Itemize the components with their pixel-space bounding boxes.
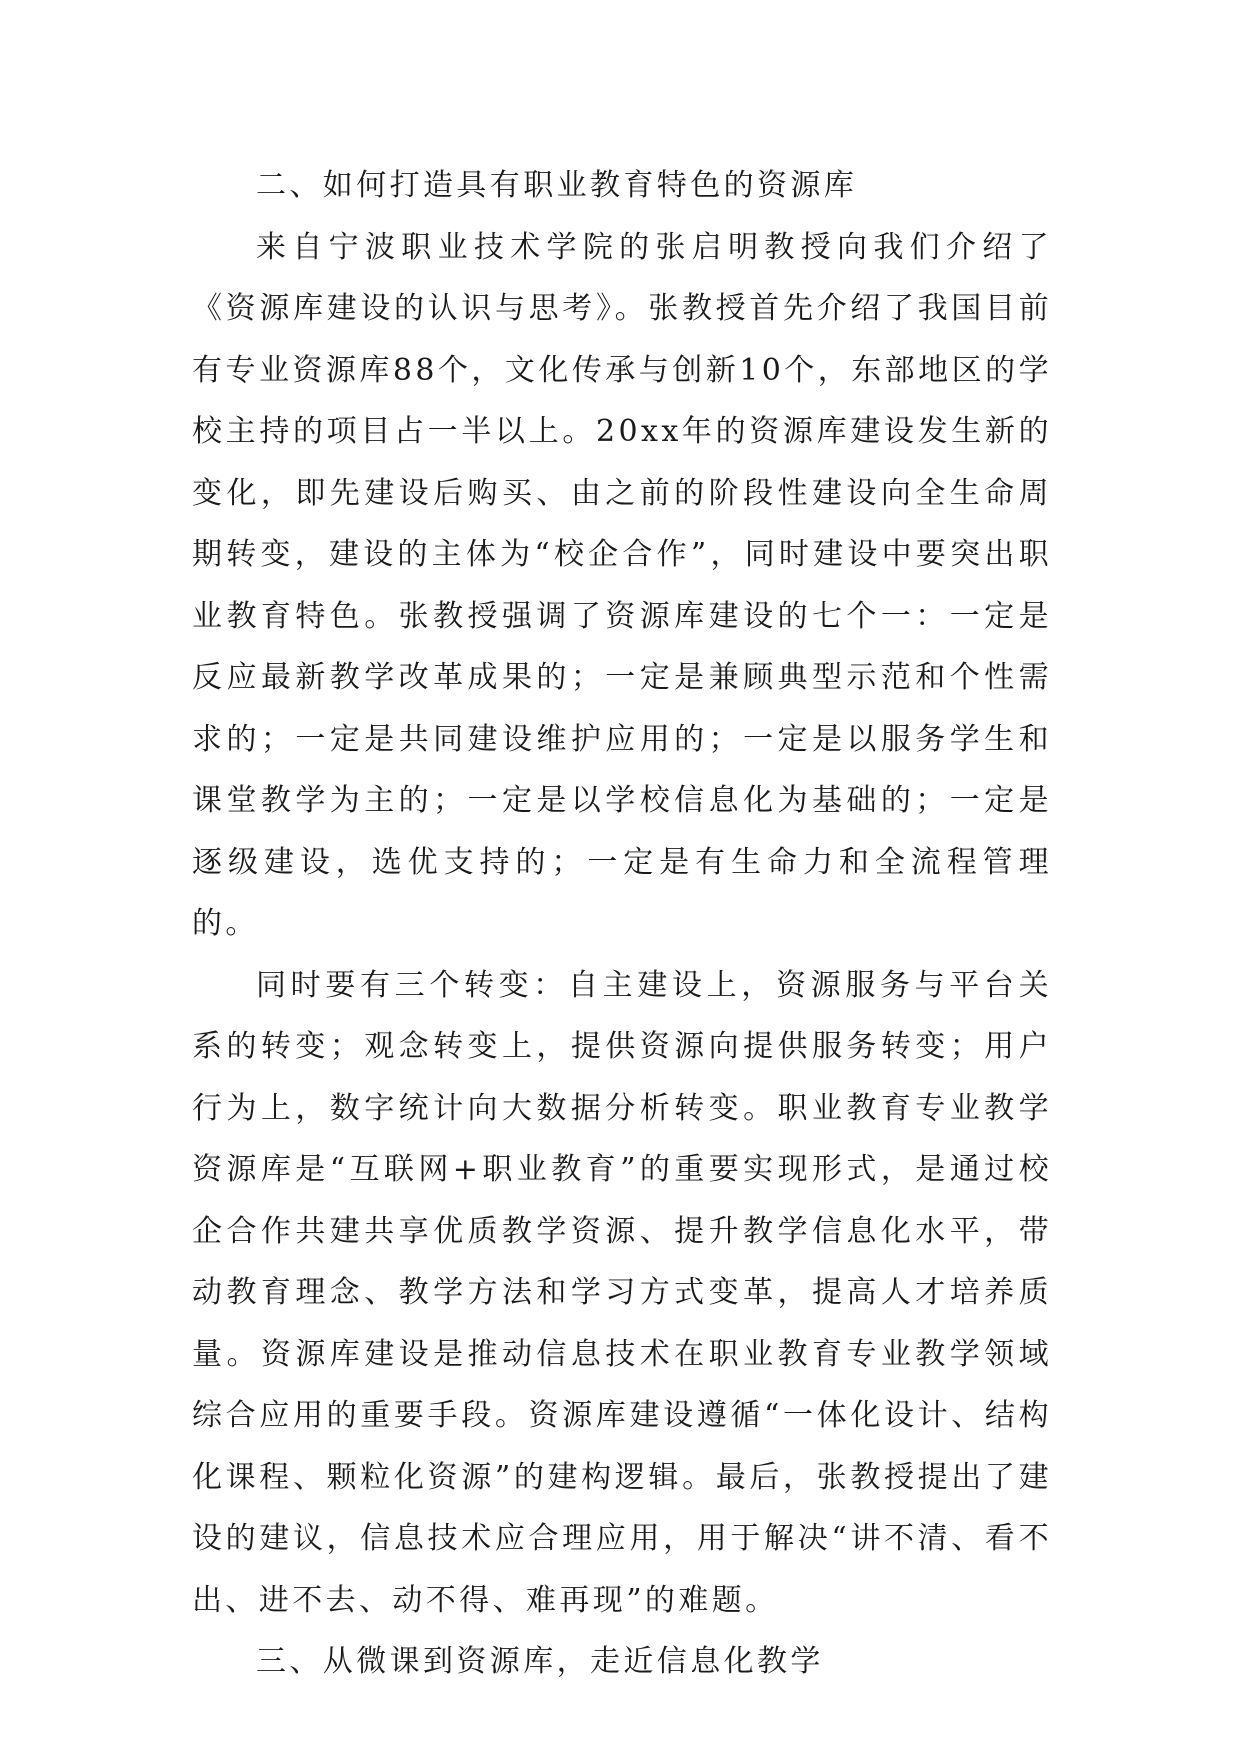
section-heading-3: 三、从微课到资源库，走近信息化教学: [256, 1644, 824, 1679]
paragraph-1: 来自宁波职业技术学院的张启明教授向我们介绍了《资源库建设的认识与思考》。张教授首先介绍了我国目前有专业资源库88个，文化传承与创新10个，东部地区的学校主持的项目占一半以上。20xx年的资源库建设发生新的变化，即先建设后购买、由之前的阶段性建设向全生命周期转变，建设的主体为“校企合作”，同时建设中要突出职业教育特色。张教授强调了资源库建设的七个一：一定是反应最新教学改革成果的；一定是兼顾典型示范和个性需求的；一定是共同建设维护应用的；一定是以服务学生和课堂教学为主的；一定是以学校信息化为基础的；一定是逐级建设，选优支持的；一定是有生命力和全流程管理的。: [192, 229, 1052, 941]
paragraph-2: 同时要有三个转变：自主建设上，资源服务与平台关系的转变；观念转变上，提供资源向提供服务转变；用户行为上，数字统计向大数据分析转变。职业教育专业教学资源库是“互联网+职业教育”的重要实现形式，是通过校企合作共建共享优质教学资源、提升教学信息化水平，带动教育理念、教学方法和学习方式变革，提高人才培养质量。资源库建设是推动信息技术在职业教育专业教学领域综合应用的重要手段。资源库建设遵循“一体化设计、结构化课程、颗粒化资源”的建构逻辑。最后，张教授提出了建设的建议，信息技术应合理应用，用于解决“讲不清、看不出、进不去、动不得、难再现”的难题。: [192, 967, 1052, 1618]
section-heading-2: 二、如何打造具有职业教育特色的资源库: [256, 168, 858, 203]
document-body: [192, 155, 1052, 1693]
